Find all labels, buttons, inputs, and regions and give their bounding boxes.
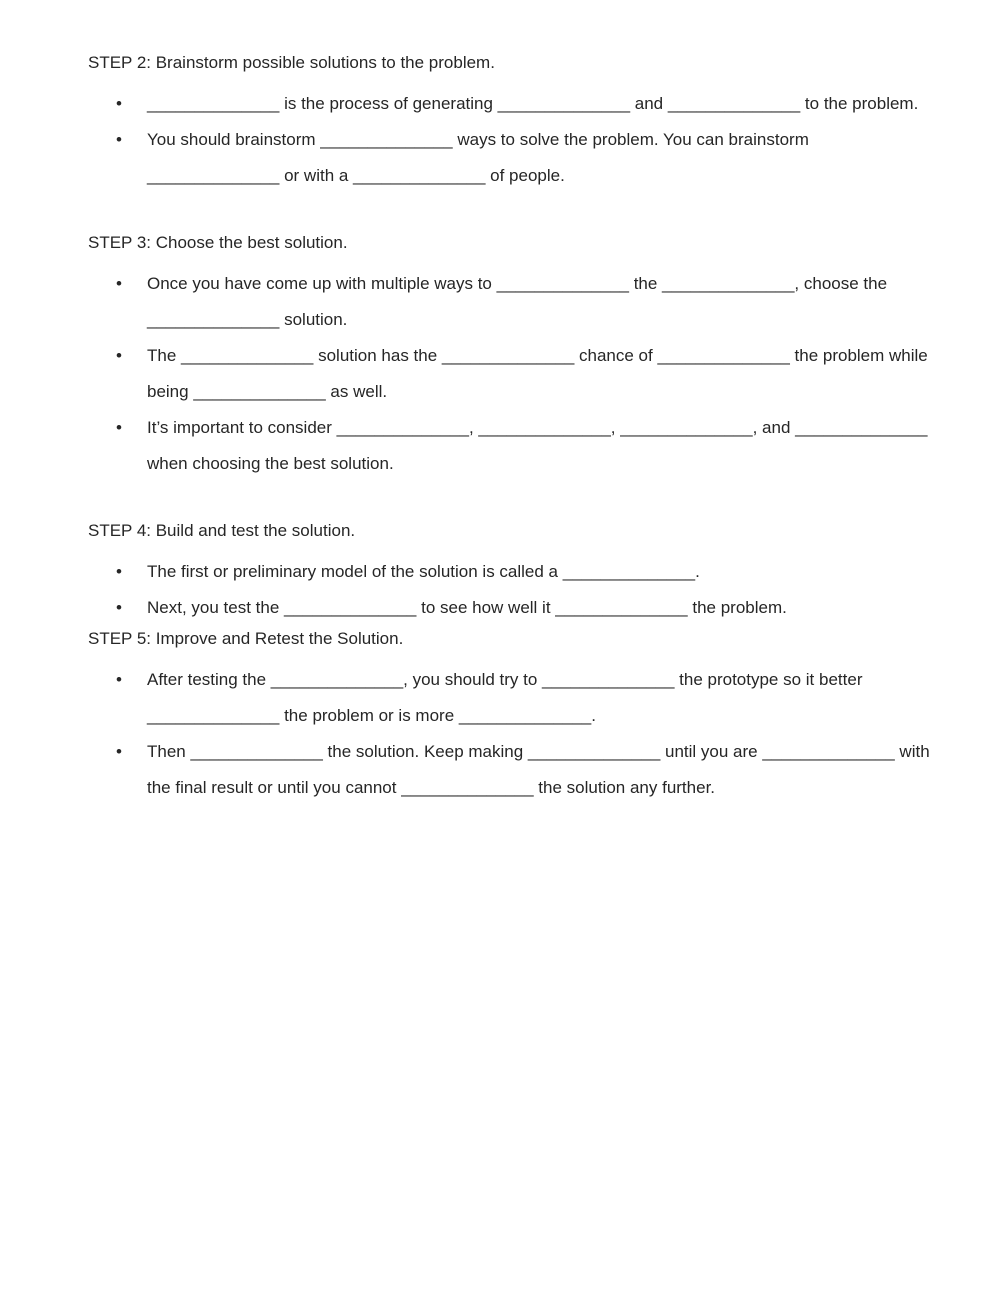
step-5-heading: STEP 5: Improve and Retest the Solution.	[88, 629, 404, 648]
sentence-line: It’s important to consider ______________, ______________, ______________, and ______________	[147, 418, 928, 437]
step-3-section	[88, 230, 968, 482]
sentence-line: Then ______________ the solution. Keep making ______________ until you are ______________ with	[147, 742, 930, 761]
sentence-line: ______________ is the process of generating ______________ and ______________ to the problem.	[147, 94, 919, 113]
sentence-line: Next, you test the ______________ to see how well it ______________ the problem.	[147, 598, 787, 617]
list-item	[88, 86, 968, 122]
sentence-line: ______________ solution.	[147, 310, 348, 329]
sentence-line: being ______________ as well.	[147, 382, 388, 401]
sentence-line: when choosing the best solution.	[147, 454, 394, 473]
sentence-line: After testing the ______________, you should try to ______________ the prototype so it better	[147, 670, 863, 689]
step-2-section	[88, 50, 968, 194]
sentence-line: The ______________ solution has the ______________ chance of ______________ the problem while	[147, 346, 928, 365]
bullet-icon: •	[116, 346, 122, 365]
step-5-section	[88, 626, 968, 806]
list-item	[88, 410, 968, 482]
bullet-icon: •	[116, 274, 122, 293]
list-item	[88, 266, 968, 338]
sentence-line: Once you have come up with multiple ways to ______________ the ______________, choose the	[147, 274, 888, 293]
bullet-icon: •	[116, 562, 122, 581]
sentence-line: ______________ the problem or is more ______________.	[147, 706, 596, 725]
bullet-icon: •	[116, 94, 122, 113]
bullet-icon: •	[116, 598, 122, 617]
bullet-icon: •	[116, 418, 122, 437]
list-item	[88, 590, 968, 626]
list-item	[88, 734, 968, 806]
sentence-line: You should brainstorm ______________ ways to solve the problem. You can brainstorm	[147, 130, 809, 149]
step-4-section	[88, 518, 968, 626]
step-4-list	[88, 554, 968, 626]
list-item	[88, 662, 968, 734]
bullet-icon: •	[116, 742, 122, 761]
worksheet	[88, 50, 968, 806]
sentence-line: ______________ or with a ______________ of people.	[147, 166, 565, 185]
sentence-line: The first or preliminary model of the solution is called a ______________.	[147, 562, 700, 581]
step-3-heading: STEP 3: Choose the best solution.	[88, 233, 348, 252]
step-3-list	[88, 266, 968, 482]
section-gap	[88, 482, 968, 518]
sentence-line: the final result or until you cannot ______________ the solution any further.	[147, 778, 716, 797]
step-4-heading: STEP 4: Build and test the solution.	[88, 521, 356, 540]
list-item	[88, 554, 968, 590]
list-item	[88, 122, 968, 194]
bullet-icon: •	[116, 670, 122, 689]
list-item	[88, 338, 968, 410]
step-2-heading: STEP 2: Brainstorm possible solutions to the problem.	[88, 53, 495, 72]
step-2-list	[88, 86, 968, 194]
section-gap	[88, 194, 968, 230]
bullet-icon: •	[116, 130, 122, 149]
step-5-list	[88, 662, 968, 806]
